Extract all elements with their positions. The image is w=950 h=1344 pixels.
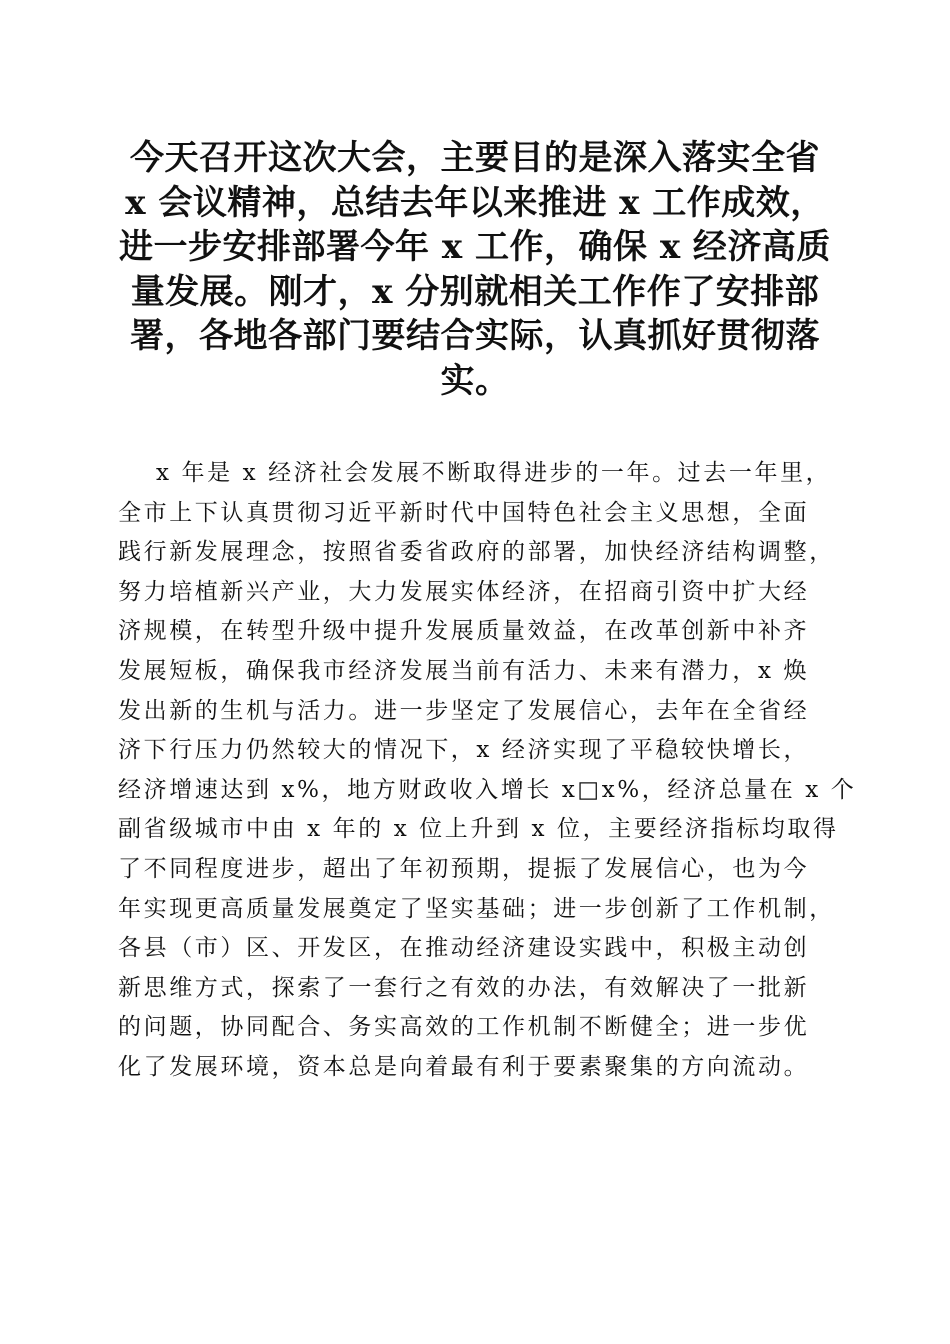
document-title — [118, 136, 832, 403]
title-line: 量发展。刚才，x 分别就相关工作作了安排部 — [130, 271, 820, 312]
body-line: 副省级城市中由 x 年的 x 位上升到 x 位，主要经济指标均取得 — [118, 816, 839, 843]
title-line: 实。 — [440, 360, 510, 401]
body-line: x 年是 x 经济社会发展不断取得进步的一年。过去一年里， — [156, 460, 832, 486]
body-line: 努力培植新兴产业，大力发展实体经济，在招商引资中扩大经 — [118, 578, 810, 605]
body-line: 了不同程度进步，超出了年初预期，提振了发展信心，也为今 — [118, 855, 810, 882]
body-line: 的问题，协同配合、务实高效的工作机制不断健全；进一步优 — [118, 1014, 810, 1041]
body-line: 发展短板，确保我市经济发展当前有活力、未来有潜力，x 焕 — [118, 657, 810, 684]
body-line: 发出新的生机与活力。进一步坚定了发展信心，去年在全省经 — [118, 697, 810, 724]
body-line: 全市上下认真贯彻习近平新时代中国特色社会主义思想，全面 — [118, 499, 810, 526]
title-line: 今天召开这次大会，主要目的是深入落实全省 — [130, 138, 820, 178]
body-line: 济下行压力仍然较大的情况下，x 经济实现了平稳较快增长， — [118, 737, 810, 764]
body-paragraph — [118, 454, 857, 1088]
title-line: 进一步安排部署今年 x 工作，确保 x 经济高质 — [119, 227, 831, 267]
body-line: 新思维方式，探索了一套行之有效的办法，有效解决了一批新 — [118, 974, 810, 1001]
body-line: 化了发展环境，资本总是向着最有利于要素聚集的方向流动。 — [118, 1053, 810, 1080]
body-line: 经济增速达到 x%，地方财政收入增长 x□x%，经济总量在 x 个 — [118, 776, 857, 803]
title-line: 署，各地各部门要结合实际，认真抓好贯彻落 — [130, 316, 820, 356]
body-line: 济规模，在转型升级中提升发展质量效益，在改革创新中补齐 — [118, 618, 810, 645]
body-line: 年实现更高质量发展奠定了坚实基础；进一步创新了工作机制， — [118, 895, 835, 922]
title-line: x 会议精神，总结去年以来推进 x 工作成效， — [125, 182, 825, 223]
body-line: 各县（市）区、开发区，在推动经济建设实践中，积极主动创 — [118, 935, 810, 962]
body-line: 践行新发展理念，按照省委省政府的部署，加快经济结构调整， — [118, 539, 835, 566]
